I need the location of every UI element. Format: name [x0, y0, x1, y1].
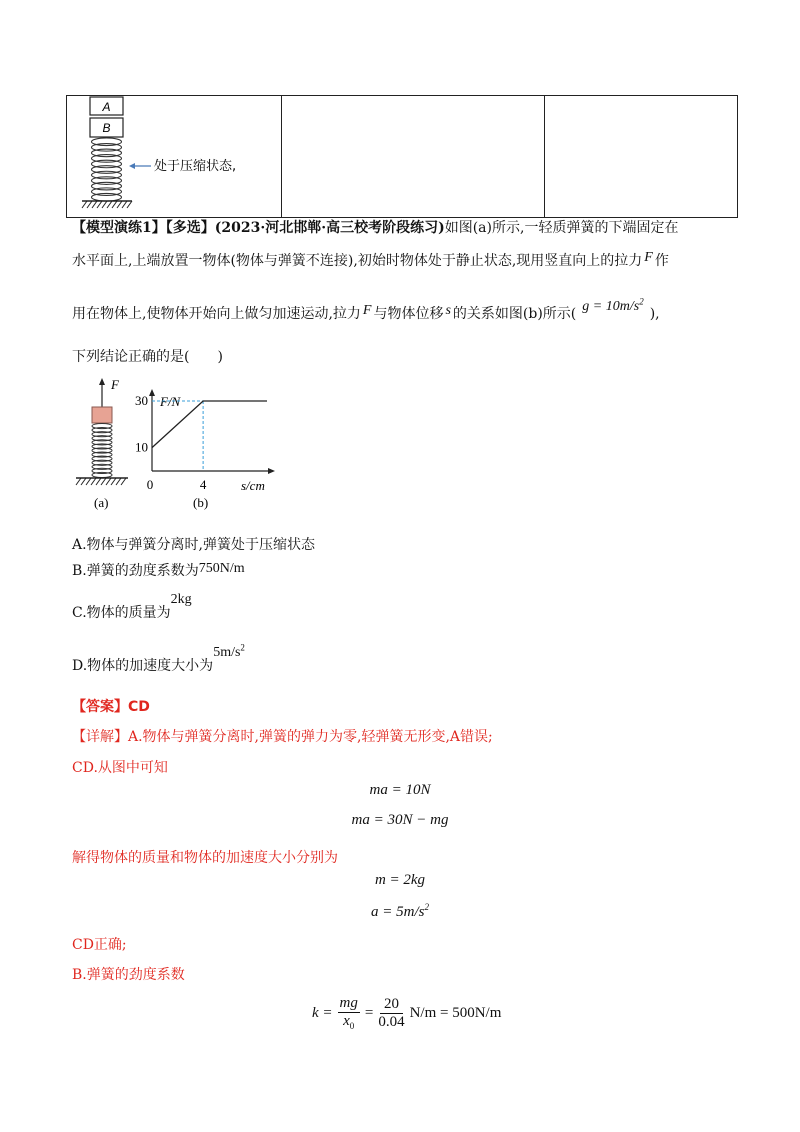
block-b-label: B [102, 121, 111, 135]
fraction-1-denominator [343, 1013, 354, 1031]
ground-hatch [91, 478, 96, 485]
question-text-1: 如图(a)所示,一轻质弹簧的下端固定在 [444, 220, 679, 236]
option-d [72, 642, 245, 675]
fraction-1-numerator: mg [339, 995, 358, 1011]
ground-hatch [107, 201, 112, 208]
fraction-2-denominator: 0.04 [378, 1013, 405, 1030]
option-a [72, 534, 315, 554]
option-c [72, 592, 192, 622]
answer-label: 【答案】CD [72, 699, 150, 715]
question-line-2 [72, 250, 669, 270]
equation-4-sup: 2 [424, 902, 429, 912]
figure-a-label: (a) [94, 495, 109, 510]
question-text-2-end: 作 [654, 253, 669, 269]
fraction-20-004 [378, 996, 404, 1031]
block-a-label: A [102, 100, 111, 114]
answer-cd-intro: CD.从图中可知 [72, 760, 168, 776]
ground-hatch [111, 478, 116, 485]
var-s: s [445, 303, 451, 318]
ground-hatch [117, 201, 122, 208]
ground-hatch [127, 201, 132, 208]
answer-solve: 解得物体的质量和物体的加速度大小分别为 [72, 850, 338, 866]
y-tick-10: 10 [135, 439, 148, 455]
k-rhs: N/m = 500N/m [409, 1004, 502, 1021]
question-line-4 [72, 346, 223, 366]
fraction-1-denominator-text: x [343, 1013, 350, 1029]
option-d-value [213, 642, 245, 660]
force-displacement-chart [135, 389, 275, 493]
table-cell-empty-1 [282, 96, 545, 218]
fraction-1-denominator-sub: 0 [349, 1021, 355, 1031]
ground-hatch [101, 478, 106, 485]
ground-hatch [81, 478, 86, 485]
table-cell-empty-2 [545, 96, 738, 218]
question-line-3 [72, 296, 660, 323]
question-text-2: 水平面上,上端放置一物体(物体与弹簧不连接),初始时物体处于静止状态,现用竖直向上的拉力 [72, 253, 643, 269]
option-d-value-text: 5m/s [213, 645, 241, 660]
gravity-value [576, 296, 649, 314]
ground-hatch [86, 478, 91, 485]
fraction-2-numerator: 20 [380, 996, 403, 1014]
equation-1: ma = 10N [369, 782, 431, 798]
spring-compression-diagram [67, 96, 281, 213]
option-b-value: 750N/m [198, 561, 245, 576]
gravity-text: g = 10m/s [582, 299, 640, 314]
equation-3: m = 2kg [374, 872, 426, 888]
option-b [72, 560, 245, 580]
option-a-text: A.物体与弹簧分离时,弹簧处于压缩状态 [72, 537, 316, 553]
x-tick-0: 0 [146, 477, 154, 492]
figure-b-label: (b) [193, 495, 209, 510]
spring-coil [92, 193, 122, 201]
var-f-2: F [362, 303, 372, 318]
ground-hatch [76, 478, 81, 485]
question-text-3d: ), [649, 306, 660, 322]
question-text-4: 下列结论正确的是( ) [72, 349, 223, 365]
option-d-text: D.物体的加速度大小为 [72, 658, 214, 674]
question-text-3c: 的关系如图(b)所示( [452, 306, 577, 322]
question-text-3a: 用在物体上,使物体开始向上做匀加速运动,拉力 [72, 306, 361, 322]
x-axis-label: s/cm [241, 478, 265, 493]
stiffness-formula: k = $\frac{mg}{x_0}$ = $\frac{20}{0.04}$ N/m = 500N/m [312, 995, 502, 1031]
ground-hatch [121, 478, 126, 485]
var-f: F [644, 250, 653, 265]
force-label: F [111, 377, 119, 392]
equation-2: ma = 30N − mg [351, 812, 449, 828]
question-line-1 [72, 217, 678, 237]
ground-hatch [122, 201, 127, 208]
ground-hatch [116, 478, 121, 485]
ground-hatch [87, 201, 92, 208]
option-c-text: C.物体的质量为 [72, 605, 171, 621]
table-cell-diagram [67, 96, 282, 218]
tag-multi-select: 【多选】 [165, 220, 215, 236]
y-axis-label: F/N [160, 394, 181, 409]
equation-4-text: a = 5m/s [371, 904, 425, 920]
compression-annotation: 处于压缩状态, [154, 159, 237, 174]
question-text-3b: 与物体位移 [373, 306, 444, 322]
option-b-text: B.弹簧的劲度系数为 [72, 563, 199, 579]
option-c-value: 2kg [170, 592, 192, 607]
ground-hatch [96, 478, 101, 485]
ground-hatch [97, 201, 102, 208]
figure-ab [70, 375, 290, 515]
ground-hatch [92, 201, 97, 208]
y-tick-30: 30 [135, 393, 148, 408]
answer-cd-correct: CD正确; [72, 937, 127, 953]
k-lhs: k = [312, 1004, 333, 1021]
question-source: (2023·河北邯郸·高三校考阶段练习) [214, 220, 445, 236]
x-tick-4: 4 [199, 477, 207, 492]
ground-hatch [82, 201, 87, 208]
top-table [66, 95, 738, 218]
gravity-sup: 2 [639, 296, 644, 307]
ground-hatch [102, 201, 107, 208]
tag-model-practice: 【模型演练1】 [72, 220, 166, 236]
answer-b-intro: B.弹簧的劲度系数 [72, 967, 185, 983]
answer-detail: 【详解】A.物体与弹簧分离时,弹簧的弹力为零,轻弹簧无形变,A错误; [72, 729, 493, 745]
ground-hatch [112, 201, 117, 208]
fraction-mg-x0 [338, 995, 360, 1031]
equation-4 [0, 902, 800, 921]
option-d-sup: 2 [240, 642, 245, 653]
ground-hatch [106, 478, 111, 485]
